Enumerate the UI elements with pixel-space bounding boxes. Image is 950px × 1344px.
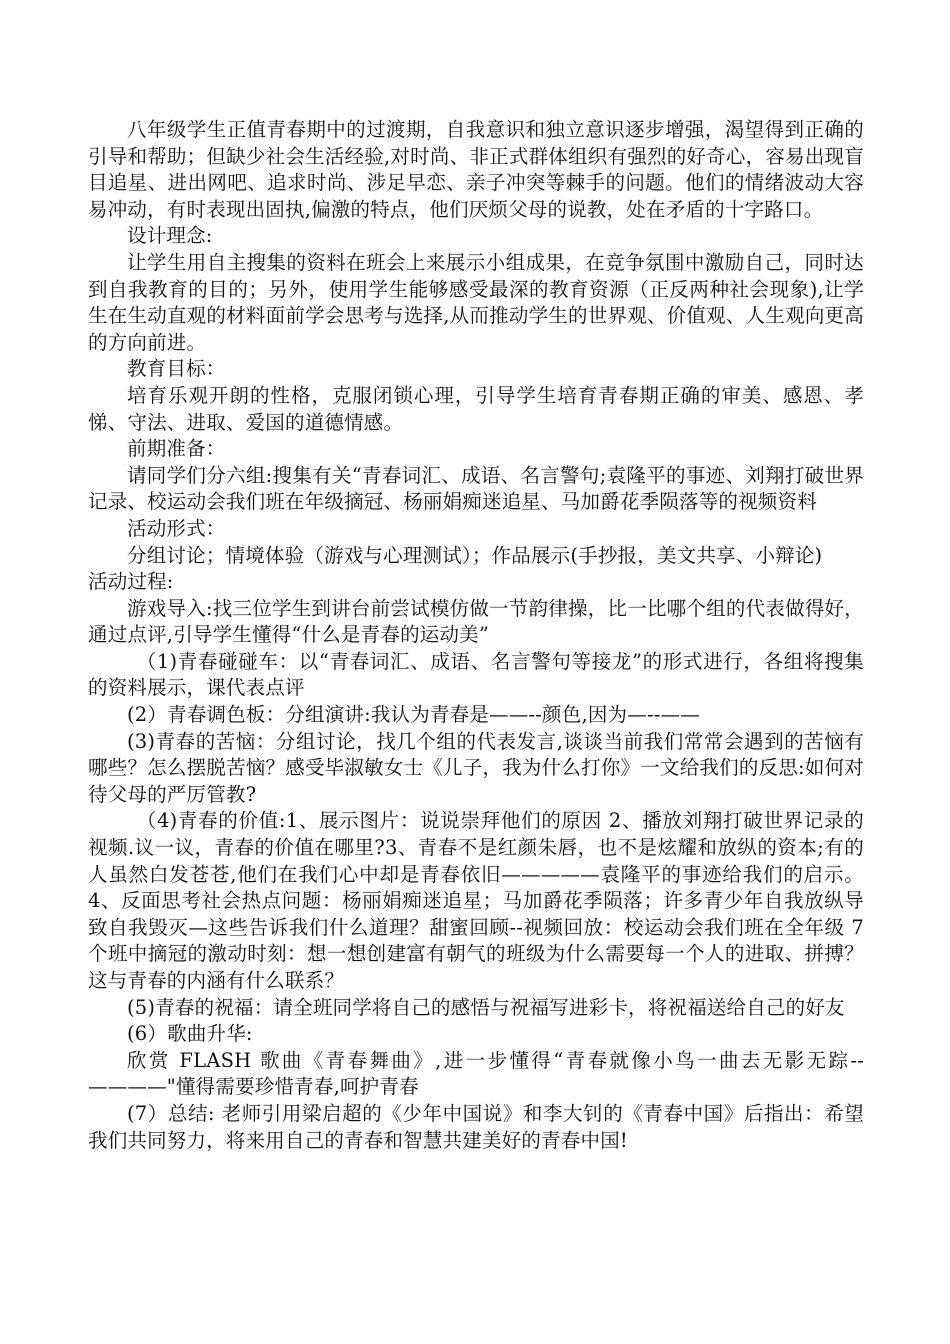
preparation-heading: 前期准备： bbox=[127, 437, 226, 461]
education-goal-heading: 教育目标： bbox=[127, 357, 226, 381]
document-body bbox=[88, 117, 864, 1154]
activity-process-heading: 活动过程: bbox=[88, 570, 174, 594]
design-concept-paragraph: 让学生用自主搜集的资料在班会上来展示小组成果，在竞争氛围中激励自己，同时达到自我教育的目的；另外，使用学生能够感受最深的教育资源（正反两种社会现象),让学生在生动直观的材料面前学会思考与选择,从而推动学生的世界观、价值观、人生观向更高的方向前进。 bbox=[88, 250, 864, 354]
step-2-paragraph: (2）青春调色板：分组演讲:我认为青春是——--颜色,因为—--—— bbox=[127, 703, 700, 727]
step-6-paragraph: 欣赏 FLASH 歌曲《青春舞曲》,进一步懂得“青春就像小鸟一曲去无影无踪--————"懂得需要珍惜青春,呵护青春 bbox=[88, 1048, 864, 1099]
activity-form-heading: 活动形式： bbox=[127, 516, 226, 540]
intro-paragraph: 八年级学生正值青春期中的过渡期，自我意识和独立意识逐步增强，渴望得到正确的引导和帮助；但缺少社会生活经验,对时尚、非正式群体组织有强烈的好奇心，容易出现盲目追星、进出网吧、追求时尚、涉足早恋、亲子冲突等棘手的问题。他们的情绪波动大容易冲动，有时表现出固执,偏激的特点，他们厌烦父母的说教，处在矛盾的十字路口。 bbox=[88, 118, 864, 221]
activity-form-paragraph: 分组讨论；情境体验（游戏与心理测试）；作品展示(手抄报，美文共享、小辩论) bbox=[127, 543, 823, 567]
education-goal-paragraph: 培育乐观开朗的性格，克服闭锁心理，引导学生培育青春期正确的审美、感恩、孝悌、守法、进取、爱国的道德情感。 bbox=[88, 383, 864, 434]
design-concept-heading: 设计理念: bbox=[127, 224, 213, 248]
step-3-paragraph: (3)青春的苦恼：分组讨论，找几个组的代表发言,谈谈当前我们常常会遇到的苦恼有哪些？怎么摆脱苦恼？感受毕淑敏女士《儿子，我为什么打你》一文给我们的反思:如何对待父母的严厉管教? bbox=[88, 729, 864, 806]
game-intro-paragraph: 游戏导入:找三位学生到讲台前尝试模仿做一节韵律操，比一比哪个组的代表做得好，通过点评,引导学生懂得“什么是青春的运动美” bbox=[88, 596, 864, 647]
preparation-paragraph: 请同学们分六组:搜集有关“青春词汇、成语、名言警句;袁隆平的事迹、刘翔打破世界记录、校运动会我们班在年级摘冠、杨丽娟痴迷追星、马加爵花季陨落等的视频资料 bbox=[88, 463, 864, 514]
step-6-heading: (6）歌曲升华: bbox=[127, 1022, 253, 1046]
step-1-paragraph: （1)青春碰碰车：以“青春词汇、成语、名言警句等接龙”的形式进行，各组将搜集的资料展示，课代表点评 bbox=[88, 649, 864, 700]
step-4-paragraph: （4)青春的价值:1、展示图片：说说崇拜他们的原因 2、播放刘翔打破世界记录的视频.议一议，青春的价值在哪里?3、青春不是红颜朱唇，也不是炫耀和放纵的资本;有的人虽然白发苍苍,他们在我们心中却是青春依旧—————袁隆平的事迹给我们的启示。4、反面思考社会热点问题：杨丽娟痴迷追星；马加爵花季陨落；许多青少年自我放纵导致自我毁灭—这些告诉我们什么道理？甜蜜回顾--视频回放：校运动会我们班在全年级 7 个班中摘冠的激动时刻：想一想创建富有朝气的班级为什么需要每一个人的进取、拼搏？这与青春的内涵有什么联系？ bbox=[88, 809, 864, 992]
step-5-paragraph: (5)青春的祝福：请全班同学将自己的感悟与祝福写进彩卡，将祝福送给自己的好友 bbox=[127, 995, 845, 1019]
step-7-paragraph: (7）总结: 老师引用梁启超的《少年中国说》和李大钊的《青春中国》后指出：希望我们共同努力，将来用自己的青春和智慧共建美好的青春中国! bbox=[88, 1101, 864, 1152]
